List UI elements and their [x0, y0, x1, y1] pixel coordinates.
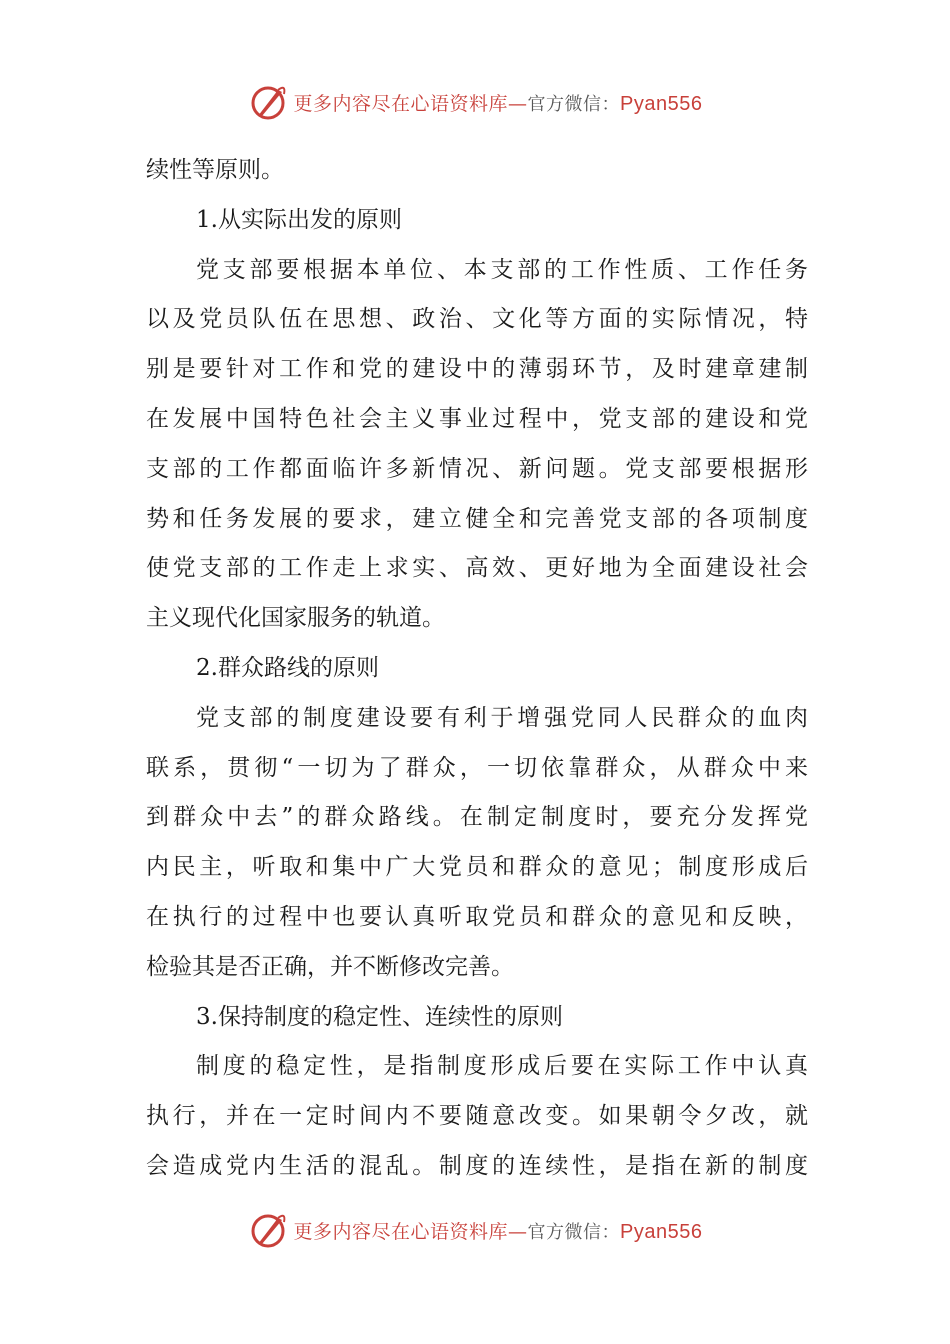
header-banner — [0, 82, 950, 122]
section-heading: 2.群众路线的原则 — [196, 654, 379, 681]
paragraph-line: 党支部要根据本单位、本支部的工作性质、工作任务 — [196, 256, 808, 283]
banner-dash: — — [508, 1220, 528, 1243]
quill-logo-icon — [248, 82, 288, 122]
paragraph-line: 以及党员队伍在思想、政治、文化等方面的实际情况，特 — [146, 306, 808, 333]
paragraph-line: 党支部的制度建设要有利于增强党同人民群众的血肉 — [196, 704, 808, 731]
paragraph-line: 势和任务发展的要求，建立健全和完善党支部的各项制度 — [146, 505, 808, 532]
section-heading: 3.保持制度的稳定性、连续性的原则 — [196, 1003, 563, 1030]
banner-dash: — — [508, 92, 528, 115]
document-body — [146, 146, 808, 1192]
banner-wechat-label: 官方微信： — [527, 1221, 621, 1243]
paragraph-line: 制度的稳定性，是指制度形成后要在实际工作中认真 — [196, 1053, 808, 1080]
quill-logo-icon — [248, 1210, 288, 1250]
banner-wechat-label: 官方微信： — [527, 93, 621, 115]
paragraph-line: 使党支部的工作走上求实、高效、更好地为全面建设社会 — [146, 555, 808, 582]
banner-site-text: 更多内容尽在心语资料库 — [293, 1220, 509, 1243]
paragraph-line: 在执行的过程中也要认真听取党员和群众的意见和反映， — [146, 903, 808, 930]
paragraph-line: 别是要针对工作和党的建设中的薄弱环节，及时建章建制 — [146, 356, 808, 383]
paragraph-line: 支部的工作都面临许多新情况、新问题。党支部要根据形 — [146, 455, 808, 482]
banner-text — [294, 89, 703, 116]
paragraph-line: 检验其是否正确，并不断修改完善。 — [146, 953, 514, 980]
paragraph-line: 会造成党内生活的混乱。制度的连续性，是指在新的制度 — [146, 1152, 808, 1179]
banner-site-text: 更多内容尽在心语资料库 — [293, 92, 509, 115]
paragraph-line: 到群众中去”的群众路线。在制定制度时，要充分发挥党 — [146, 804, 808, 831]
banner-wechat-id: Pyan556 — [620, 1220, 703, 1243]
paragraph-line: 执行，并在一定时间内不要随意改变。如果朝令夕改，就 — [146, 1103, 808, 1130]
paragraph-line: 主义现代化国家服务的轨道。 — [146, 605, 445, 632]
footer-banner — [0, 1210, 950, 1250]
banner-wechat-id: Pyan556 — [620, 92, 703, 115]
section-heading: 1.从实际出发的原则 — [196, 206, 402, 233]
paragraph-line: 在发展中国特色社会主义事业过程中，党支部的建设和党 — [146, 405, 808, 432]
paragraph-line: 内民主，听取和集中广大党员和群众的意见；制度形成后 — [146, 854, 808, 881]
paragraph-line: 联系，贯彻“一切为了群众，一切依靠群众，从群众中来 — [146, 754, 808, 781]
text-line: 续性等原则。 — [146, 157, 284, 183]
banner-text — [294, 1217, 703, 1244]
